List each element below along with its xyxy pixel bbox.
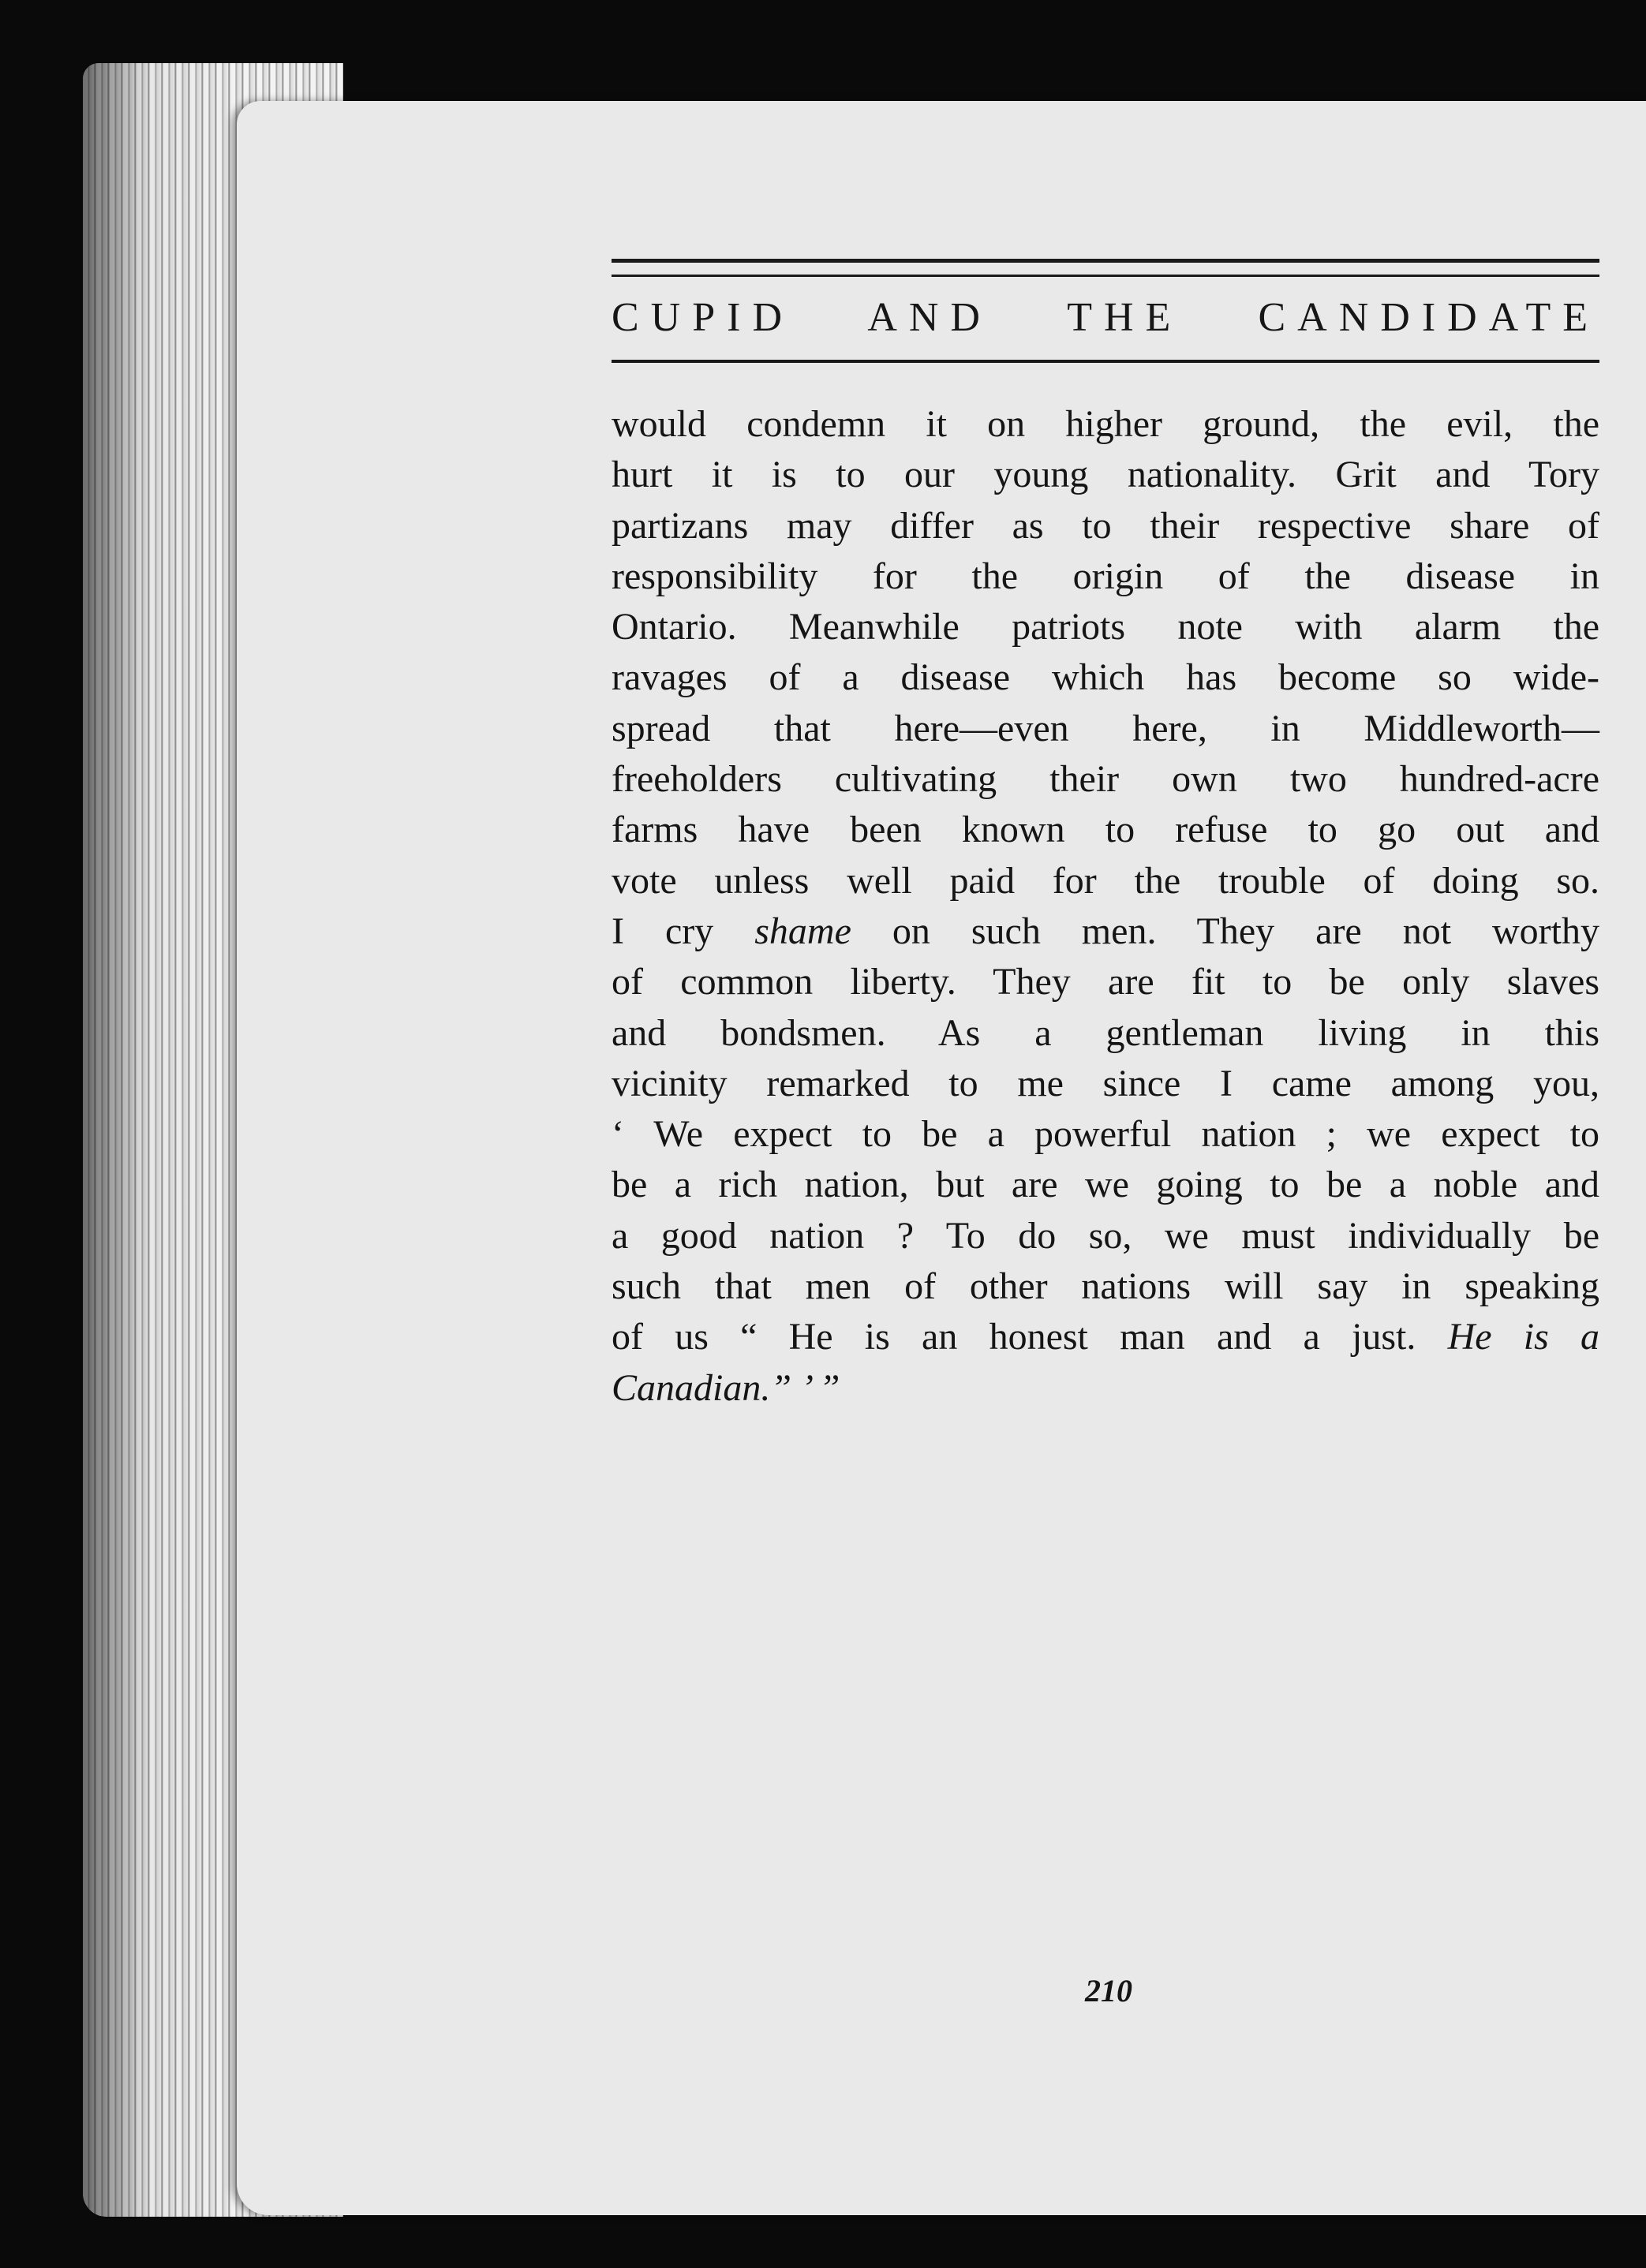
body-text <box>612 399 1599 1414</box>
text-line <box>612 906 1599 957</box>
text-line: vote unless well paid for the trouble of doing so. <box>612 859 1599 902</box>
running-head: CUPID AND THE CANDIDATE <box>612 295 1599 340</box>
text-line: vicinity remarked to me since I came among you, <box>612 1062 1599 1104</box>
text-line: spread that here—even here, in Middleworth— <box>612 707 1599 749</box>
text-line: farms have been known to refuse to go out and <box>612 809 1599 851</box>
text-line: would condemn it on higher ground, the evil, the <box>612 403 1599 445</box>
header-rule-top <box>612 259 1599 263</box>
text-line <box>612 1363 1599 1414</box>
text-run: on such men. They are not worthy <box>851 910 1600 952</box>
italic-text: shame <box>754 910 851 952</box>
text-line: and bondsmen. As a gentleman living in this <box>612 1011 1599 1054</box>
header-rule-thin <box>612 275 1599 277</box>
text-line: ravages of a disease which has become so wide- <box>612 656 1599 699</box>
text-run: I cry <box>612 910 755 952</box>
text-line: a good nation ? To do so, we must individually be <box>612 1214 1599 1257</box>
page-number: 210 <box>1085 1973 1132 2008</box>
text-line <box>612 1312 1599 1362</box>
italic-text: Canadian.” ’ ” <box>612 1366 840 1409</box>
text-line: such that men of other nations will say in speaking <box>612 1265 1599 1308</box>
text-line: partizans may differ as to their respective share of <box>612 504 1599 547</box>
text-run: of us “ He is an honest man and a just. <box>612 1316 1448 1358</box>
text-line: responsibility for the origin of the disease in <box>612 555 1599 597</box>
text-line: ‘ We expect to be a powerful nation ; we expect to <box>612 1113 1599 1156</box>
text-line: freeholders cultivating their own two hundred-acre <box>612 758 1599 801</box>
text-line: be a rich nation, but are we going to be a noble and <box>612 1164 1599 1206</box>
italic-text: He is a <box>1447 1316 1599 1358</box>
header-rule-bottom <box>612 360 1599 363</box>
text-line: Ontario. Meanwhile patriots note with alarm the <box>612 606 1599 648</box>
text-line: of common liberty. They are fit to be only slaves <box>612 961 1599 1003</box>
text-line: hurt it is to our young nationality. Grit and Tory <box>612 454 1599 496</box>
